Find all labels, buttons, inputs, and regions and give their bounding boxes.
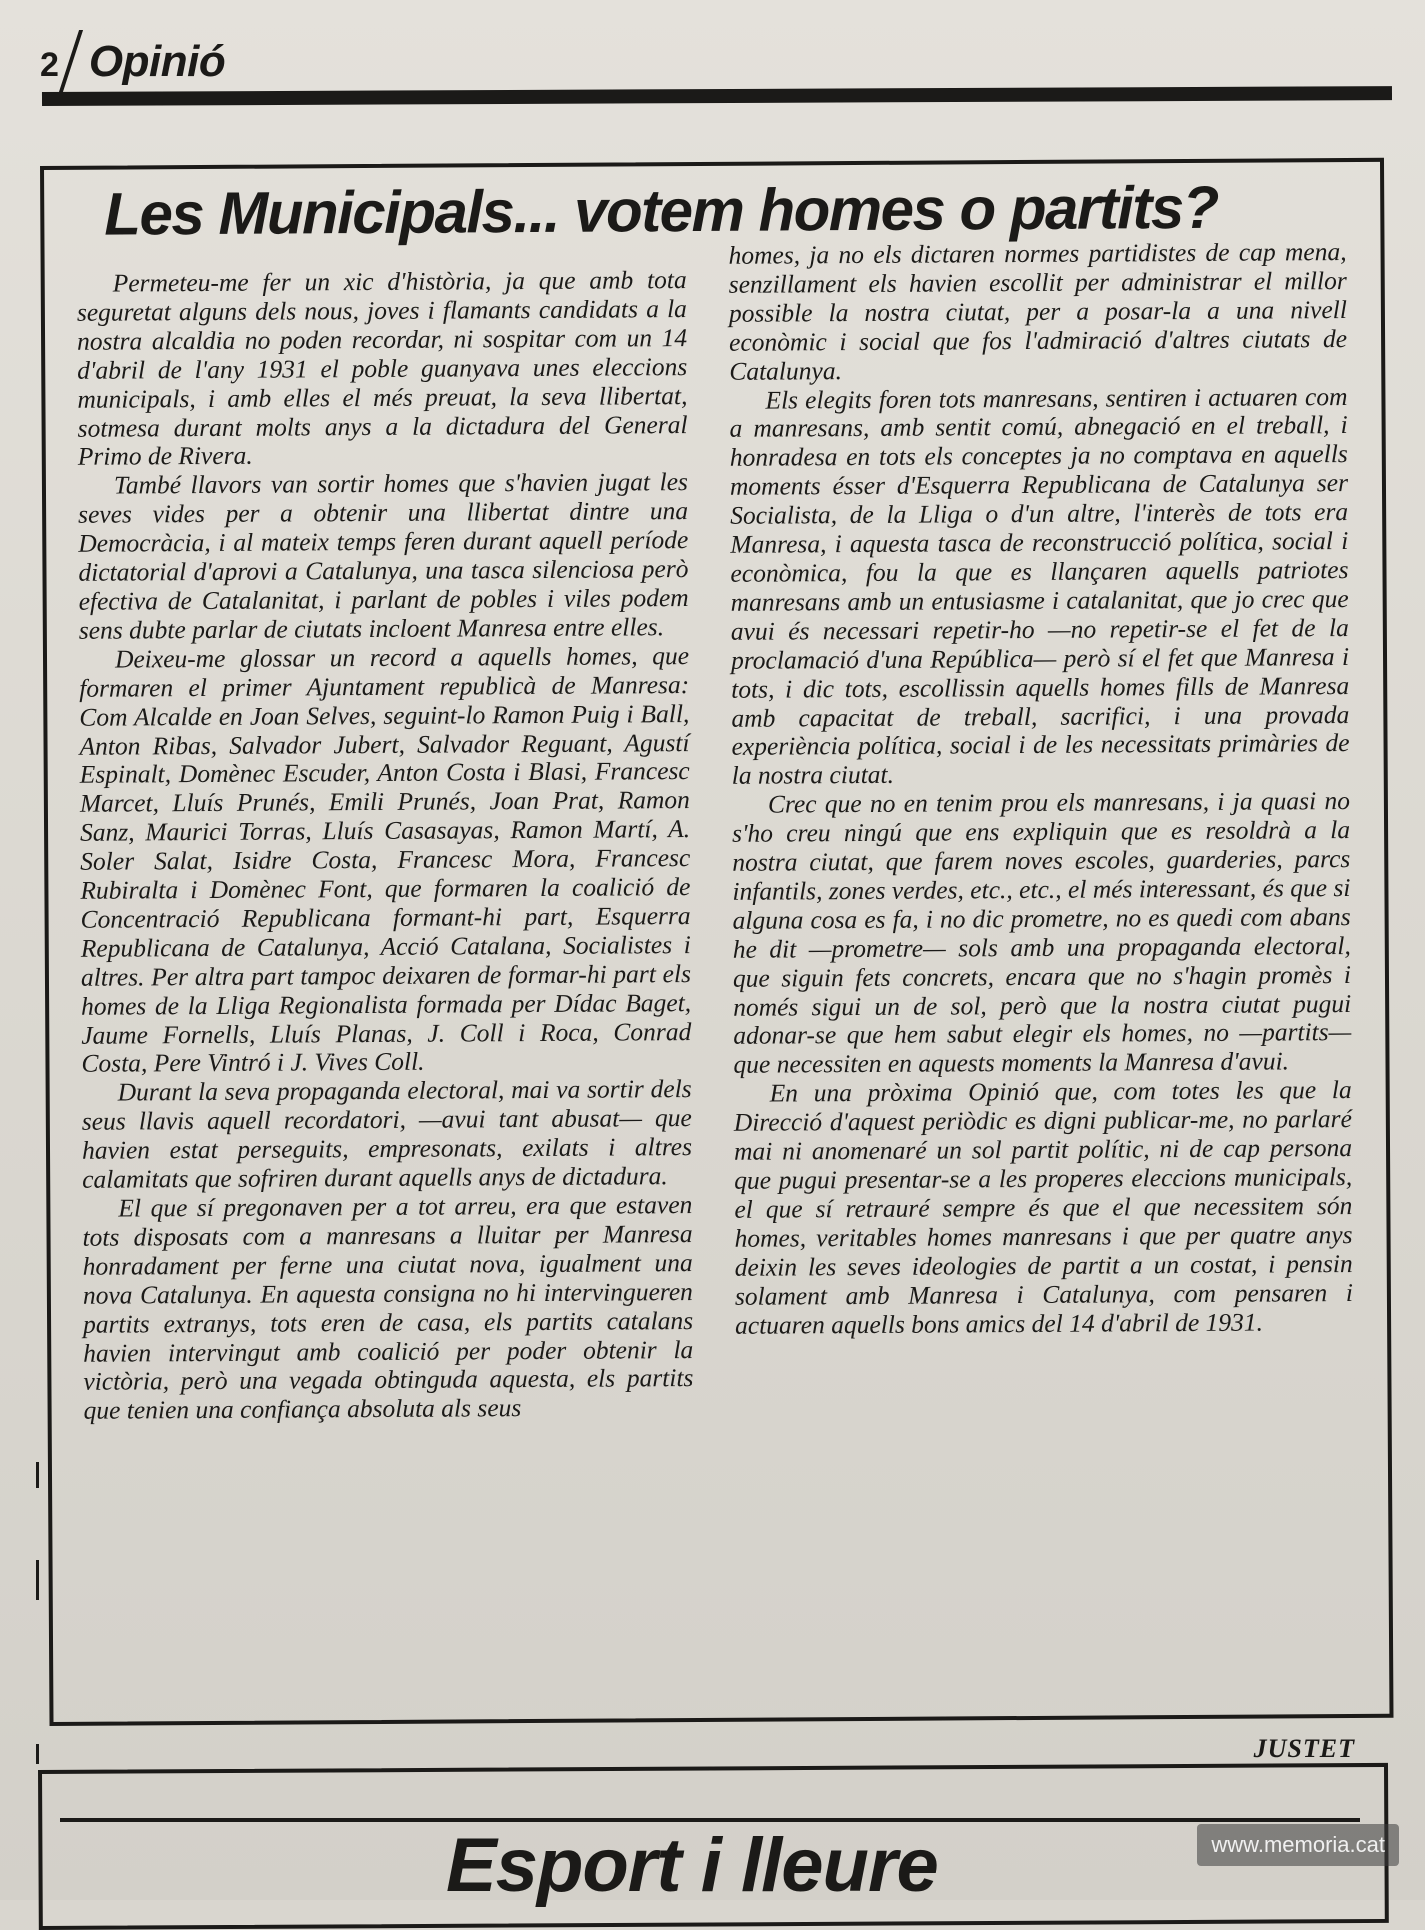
paragraph: Durant la seva propaganda electoral, mai va sortir dels seus llavis aquell recordatori, —avui tant abusat— que havien estat perseguits, empresonats, exilats i altres calamitats que sofriren durant aquells anys de dictadura.	[81, 1074, 693, 1194]
paragraph: Crec que no en tenim prou els manresans, i ja quasi no s'ho creu ningú que ens expliquin que es resoldrà a la nostra ciutat, que farem noves escoles, guarderies, parcs infantils, zones verdes, etc., etc., el més interessant, és que si alguna cosa es fa, i no dic prometre, no es quedi com abans he dit —prometre— sols amb una propaganda electoral, que siguin fets concrets, encara que no s'hagin promès i només sigui un de sol, però que la nostra ciutat pugui adonar-se que hem sabut elegir els homes, no —partits— que necessiten en aquests moments la Manresa d'avui.	[732, 786, 1352, 1080]
header-slash	[59, 30, 83, 92]
article-title: Les Municipals... votem homes o partits?	[104, 173, 1219, 248]
paragraph: homes, ja no els dictaren normes partidistes de cap mena, senzillament els havien escollit per administrar el millor possible la nostra ciutat, per a posar-la a una nivell econòmic i social que fos l'admiració d'altres ciutats de Catalunya.	[728, 237, 1348, 386]
article-left-column	[77, 266, 694, 1426]
watermark-badge: www.memoria.cat	[1197, 1824, 1399, 1866]
next-section-rule	[60, 1818, 1360, 1822]
article-right-column	[728, 238, 1353, 1340]
edge-mark	[36, 1744, 39, 1764]
paragraph: Deixeu-me glossar un record a aquells homes, que formaren el primer Ajuntament republicà de Manresa: Com Alcalde en Joan Selves, seguint-lo Ramon Puig i Ball, Anton Ribas, Salvador Jubert, Salvador Reguant, Agustí Espinalt, Domènec Escuder, Anton Costa i Blasi, Francesc Marcet, Lluís Prunés, Emili Prunés, Joan Prat, Ramon Sanz, Maurici Torras, Lluís Casasayas, Ramon Martí, A. Soler Salat, Isidre Costa, Francesc Mora, Francesc Rubiralta i Domènec Font, que formaren la coalició de Concentració Republicana formant-hi part, Esquerra Republicana de Catalunya, Acció Catalana, Socialistes i altres. Per altra part tampoc deixaren de formar-hi part els homes de la Lliga Regionalista formada per Dídac Baget, Jaume Fornells, Lluís Planas, J. Coll i Roca, Conrad Costa, Pere Vintró i J. Vives Coll.	[79, 640, 692, 1079]
paragraph: Els elegits foren tots manresans, sentiren i actuaren com a manresans, amb sentit comú, abnegació en el treball, i honradesa en tots els conceptes ja no comptava en aquells moments ésser d'Esquerra Republicana de Catalunya ser Socialista, de la Lliga o d'un altre, l'interès de tots era Manresa, i aquesta tasca de reconstrucció política, social i econòmica, fou la que es llançaren aquells patriotes manresans amb un entusiasme i catalanitat, que jo crec que avui és necessari repetir-ho —no repetir-se el fet de la proclamació d'una República— però sí el fet que Manresa i tots, i dic tots, escollissin aquells homes fills de Manresa amb capacitat de treball, sacrifici, i una provada experiència política, social i de les necessitats primàries de la nostra ciutat.	[729, 381, 1350, 791]
author-signature: JUSTET	[1253, 1734, 1355, 1763]
paragraph: També llavors van sortir homes que s'havien jugat les seves vides per a obtenir una llibertat dintre una Democràcia, i al mateix temps feren durant aquell període dictatorial d'aprovi a Catalunya, una tasca silenciosa però efectiva de Catalanitat, i parlant de pobles i viles podem sens dubte parlar de ciutats incloent Manresa entre elles.	[78, 467, 689, 645]
page-number: 2	[40, 46, 59, 84]
edge-mark	[36, 1560, 39, 1600]
paragraph: Permeteu-me fer un xic d'història, ja que amb tota seguretat alguns dels nous, joves i flamants candidats a la nostra alcaldia no poden recordar, ni sospitar com un 14 d'abril de l'any 1931 el poble guanyava unes eleccions municipals, i amb elles el més preuat, la seva llibertat, sotmesa durant molts anys a la dictadura del General Primo de Rivera.	[76, 265, 688, 472]
paragraph: El que sí pregonaven per a tot arreu, era que estaven tots disposats com a manresans a lluitar per Manresa honradament per ferne una ciutat nova, igualment una nova Catalunya. En aquesta consigna no hi intervingueren partits extranys, tots eren de casa, els partits catalans havien intervingut amb coalició per poder obtenir la victòria, però una vegada obtinguda aquesta, els partits que tenien una confiança absoluta als seus	[82, 1190, 694, 1426]
next-section-heading: Esport i lleure	[446, 1823, 938, 1908]
header-rule	[42, 86, 1392, 106]
paragraph: En una pròxima Opinió que, com totes les que la Direcció d'aquest periòdic es digni publicar-me, no parlaré mai ni anomenaré un sol partit polític, ni de cap persona que pugui presentar-se a les properes eleccions municipals, el que sí retrauré sempre és que el que necessitem són homes, veritables homes manresans i que per quatre anys deixin les seves ideologies de partit a un costat, i pensin solament amb Manresa i Catalunya, com pensaren i actuaren aquells bons amics del 14 d'abril de 1931.	[733, 1075, 1353, 1340]
page-header	[40, 22, 225, 92]
section-name: Opinió	[88, 37, 226, 86]
edge-mark	[36, 1462, 39, 1488]
article-frame	[40, 158, 1394, 1726]
